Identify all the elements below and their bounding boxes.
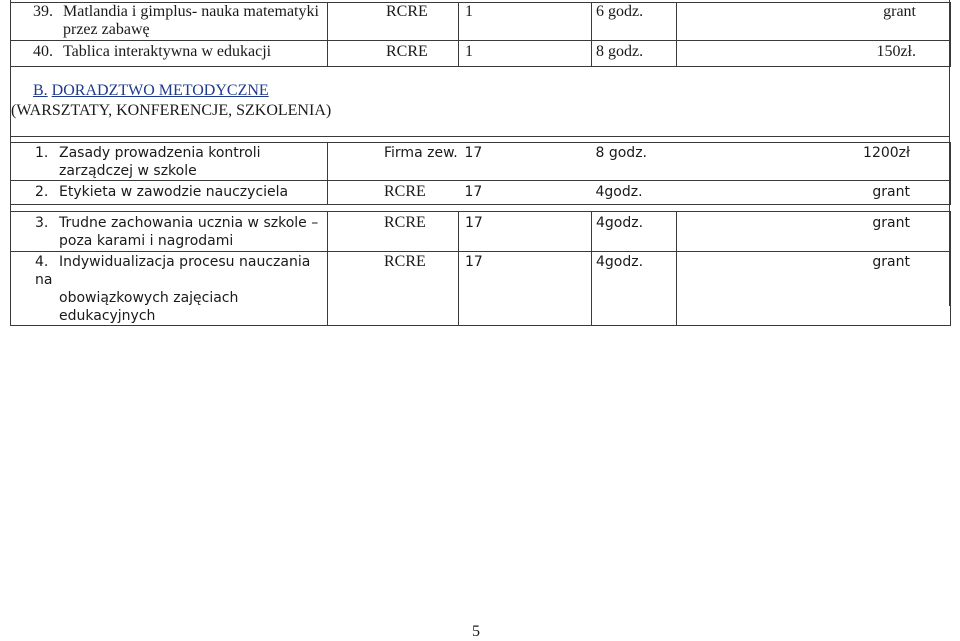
section-b-heading [10, 81, 950, 137]
course-name-cont: przez zabawę [63, 21, 150, 38]
table-row [11, 212, 951, 252]
course-name-cell [11, 181, 328, 205]
row-number: 2. [35, 184, 49, 200]
row-number: 1. [35, 145, 49, 161]
hours-cell: 4godz. [592, 212, 677, 252]
course-name: Matlandia i gimplus- nauka matematyki [63, 3, 319, 20]
organizer-cell: RCRE [328, 41, 459, 67]
course-name-cell [11, 212, 328, 252]
row-number: 3. [35, 215, 49, 231]
course-name: Indywidualizacja procesu nauczania na [35, 254, 311, 288]
organizer-cell: RCRE [328, 212, 459, 252]
row-number: 40. [33, 43, 53, 60]
cost-cell: 1200zł [677, 143, 951, 181]
organizer-cell: RCRE [328, 181, 459, 205]
section-subtitle: (WARSZTATY, KONFERENCJE, SZKOLENIA) [11, 102, 332, 119]
table-row [11, 143, 951, 181]
cost-cell: grant [677, 252, 951, 326]
hours-cell: 4godz. [592, 252, 677, 326]
table-row [11, 252, 951, 326]
row-number: 39. [33, 3, 53, 20]
organizer-cell: RCRE [328, 3, 459, 41]
groups-cell: 17 [459, 181, 592, 205]
hours-cell: 8 godz. [592, 41, 677, 67]
cost-cell: grant [677, 181, 951, 205]
course-name-cell [11, 252, 328, 326]
courses-table-section-b [10, 142, 951, 205]
groups-cell: 17 [459, 252, 592, 326]
groups-cell: 1 [459, 3, 592, 41]
section-letter: B. [33, 82, 48, 99]
course-name-cont: zarządczej w szkole [59, 163, 197, 179]
table-row [11, 41, 951, 67]
groups-cell: 17 [459, 212, 592, 252]
courses-table-section-a [10, 2, 951, 67]
section-title: DORADZTWO METODYCZNE [51, 82, 269, 99]
groups-cell: 1 [459, 41, 592, 67]
organizer-cell: RCRE [328, 252, 459, 326]
hours-cell: 8 godz. [592, 143, 677, 181]
course-name-cell [11, 41, 328, 67]
course-name: Zasady prowadzenia kontroli [59, 145, 261, 161]
row-number: 4. [35, 254, 49, 270]
table-row [11, 3, 951, 41]
course-name-cell [11, 3, 328, 41]
course-name-cont: edukacyjnych [59, 308, 156, 324]
course-name: Tablica interaktywna w edukacji [63, 43, 272, 60]
course-name-cont: obowiązkowych zajęciach [59, 290, 239, 306]
cost-cell: grant [677, 3, 951, 41]
table-row [11, 181, 951, 205]
page-number: 5 [472, 623, 480, 640]
course-name-cell [11, 143, 328, 181]
hours-cell: 4godz. [592, 181, 677, 205]
cost-cell: 150zł. [677, 41, 951, 67]
course-name: Trudne zachowania ucznia w szkole – [59, 215, 319, 231]
groups-cell: 17 [459, 143, 592, 181]
hours-cell: 6 godz. [592, 3, 677, 41]
courses-table-section-b-cont [10, 211, 951, 326]
course-name: Etykieta w zawodzie nauczyciela [59, 184, 289, 200]
course-name-cont: poza karami i nagrodami [59, 233, 234, 249]
organizer-cell: Firma zew. [328, 143, 459, 181]
cost-cell: grant [677, 212, 951, 252]
